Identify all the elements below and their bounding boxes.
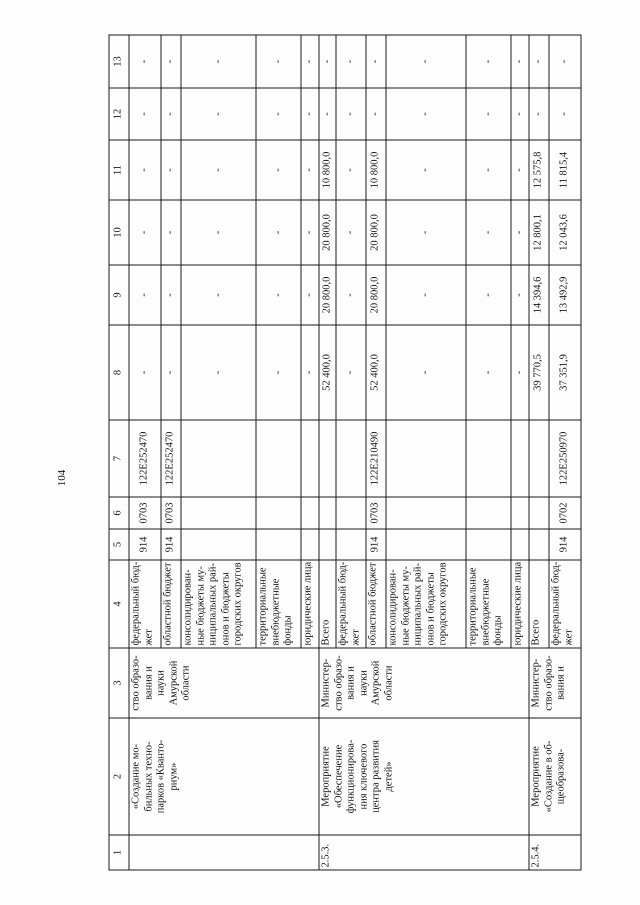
- executor-cell: Министер- ство образо- вания и науки Амурской области: [319, 648, 529, 718]
- code-cell: [529, 497, 549, 529]
- code-cell: 0703: [161, 497, 181, 529]
- amount-cell: 10 800,0: [366, 140, 386, 200]
- code-cell: 914: [366, 529, 386, 560]
- rotated-table-container: [108, 35, 580, 870]
- code-cell: 0703: [366, 497, 386, 529]
- column-number-13: 13: [109, 35, 129, 88]
- code-cell: [529, 529, 549, 560]
- amount-cell: -: [511, 140, 529, 200]
- column-number-4: 4: [109, 560, 129, 648]
- amount-cell: -: [386, 35, 466, 88]
- code-cell: 914: [161, 529, 181, 560]
- amount-cell: 20 800,0: [319, 200, 336, 265]
- code-cell: [181, 420, 256, 497]
- amount-cell: -: [181, 200, 256, 265]
- code-cell: 122E252470: [129, 420, 161, 497]
- item-number-cell: [129, 835, 319, 870]
- code-cell: [336, 420, 366, 497]
- code-cell: 0703: [129, 497, 161, 529]
- amount-cell: -: [181, 265, 256, 325]
- code-cell: 122E252470: [161, 420, 181, 497]
- amount-cell: -: [301, 35, 319, 88]
- amount-cell: -: [466, 325, 511, 420]
- column-number-1: 1: [109, 835, 129, 870]
- column-number-8: 8: [109, 325, 129, 420]
- funding-source-cell: федеральный бюд- жет: [336, 560, 366, 648]
- amount-cell: -: [386, 325, 466, 420]
- amount-cell: -: [511, 88, 529, 140]
- column-number-10: 10: [109, 200, 129, 265]
- item-name-cell: Мероприятие «Обеспечение функционирова- ния ключевого центра развития детей»: [319, 718, 529, 835]
- code-cell: [256, 420, 301, 497]
- amount-cell: -: [301, 140, 319, 200]
- amount-cell: -: [336, 88, 366, 140]
- amount-cell: -: [511, 200, 529, 265]
- executor-cell: ство образо- вания и науки Амурской области: [129, 648, 319, 718]
- amount-cell: 12 575,8: [529, 140, 549, 200]
- amount-cell: -: [161, 200, 181, 265]
- amount-cell: -: [181, 325, 256, 420]
- code-cell: 0702: [549, 497, 581, 529]
- amount-cell: -: [529, 35, 549, 88]
- amount-cell: -: [529, 88, 549, 140]
- code-cell: 122E210490: [366, 420, 386, 497]
- column-number-2: 2: [109, 718, 129, 835]
- column-number-6: 6: [109, 497, 129, 529]
- amount-cell: 39 770,5: [529, 325, 549, 420]
- code-cell: 914: [129, 529, 161, 560]
- table-body: [129, 35, 581, 870]
- amount-cell: -: [129, 88, 161, 140]
- amount-cell: 20 800,0: [366, 265, 386, 325]
- amount-cell: 14 394,6: [529, 265, 549, 325]
- funding-source-cell: Всего: [319, 560, 336, 648]
- funding-source-cell: консолидирован- ные бюджеты му- ниципальных рай- онов и бюджеты городских округов: [386, 560, 466, 648]
- amount-cell: -: [256, 325, 301, 420]
- amount-cell: -: [336, 200, 366, 265]
- amount-cell: -: [129, 265, 161, 325]
- code-cell: [319, 497, 336, 529]
- code-cell: [466, 529, 511, 560]
- code-cell: 122E250970: [549, 420, 581, 497]
- amount-cell: -: [301, 265, 319, 325]
- item-name-cell: «Создание мо- бильных техно- парков «Кванто- риум»: [129, 718, 319, 835]
- code-cell: [301, 420, 319, 497]
- funding-source-cell: областной бюджет: [366, 560, 386, 648]
- amount-cell: 52 400,0: [319, 325, 336, 420]
- amount-cell: -: [129, 140, 161, 200]
- column-number-12: 12: [109, 88, 129, 140]
- page-number: 104: [56, 469, 68, 487]
- amount-cell: -: [129, 200, 161, 265]
- code-cell: [336, 497, 366, 529]
- code-cell: [511, 420, 529, 497]
- code-cell: [301, 497, 319, 529]
- amount-cell: -: [336, 325, 366, 420]
- funding-source-cell: консолидирован- ные бюджеты му- ниципальных рай- онов и бюджеты городских округов: [181, 560, 256, 648]
- code-cell: [386, 420, 466, 497]
- amount-cell: 37 351,9: [549, 325, 581, 420]
- code-cell: [256, 529, 301, 560]
- amount-cell: -: [466, 200, 511, 265]
- amount-cell: -: [336, 140, 366, 200]
- funding-table: [108, 34, 581, 870]
- amount-cell: -: [161, 88, 181, 140]
- column-number-11: 11: [109, 140, 129, 200]
- amount-cell: -: [256, 265, 301, 325]
- amount-cell: -: [366, 88, 386, 140]
- amount-cell: -: [336, 35, 366, 88]
- code-cell: [386, 497, 466, 529]
- amount-cell: -: [319, 88, 336, 140]
- amount-cell: 20 800,0: [366, 200, 386, 265]
- amount-cell: -: [301, 325, 319, 420]
- amount-cell: -: [511, 325, 529, 420]
- code-cell: [301, 529, 319, 560]
- item-name-cell: Мероприятие «Создание в об- щеобразова-: [529, 718, 581, 835]
- code-cell: [511, 529, 529, 560]
- amount-cell: -: [466, 140, 511, 200]
- code-cell: 914: [549, 529, 581, 560]
- column-number-3: 3: [109, 648, 129, 718]
- amount-cell: -: [386, 265, 466, 325]
- amount-cell: 13 492,9: [549, 265, 581, 325]
- amount-cell: -: [366, 35, 386, 88]
- amount-cell: -: [256, 35, 301, 88]
- amount-cell: -: [301, 88, 319, 140]
- table-row: [529, 35, 549, 870]
- funding-source-cell: территориальные внебюджетные фонды: [256, 560, 301, 648]
- amount-cell: -: [386, 200, 466, 265]
- amount-cell: -: [301, 200, 319, 265]
- amount-cell: -: [256, 88, 301, 140]
- amount-cell: 10 800,0: [319, 140, 336, 200]
- amount-cell: -: [129, 35, 161, 88]
- column-number-9: 9: [109, 265, 129, 325]
- funding-source-cell: областной бюджет: [161, 560, 181, 648]
- amount-cell: -: [181, 88, 256, 140]
- code-cell: [466, 420, 511, 497]
- amount-cell: -: [511, 265, 529, 325]
- executor-cell: Министер- ство образо- вания и: [529, 648, 581, 718]
- funding-source-cell: федеральный бюд- жет: [129, 560, 161, 648]
- code-cell: [181, 529, 256, 560]
- funding-source-cell: Всего: [529, 560, 549, 648]
- table-row: [129, 35, 161, 870]
- amount-cell: -: [466, 88, 511, 140]
- amount-cell: -: [256, 200, 301, 265]
- code-cell: [529, 420, 549, 497]
- funding-source-cell: федеральный бюд- жет: [549, 560, 581, 648]
- amount-cell: -: [549, 35, 581, 88]
- amount-cell: -: [129, 325, 161, 420]
- amount-cell: -: [549, 88, 581, 140]
- amount-cell: 12 043,6: [549, 200, 581, 265]
- amount-cell: 12 800,1: [529, 200, 549, 265]
- amount-cell: -: [161, 140, 181, 200]
- code-cell: [511, 497, 529, 529]
- amount-cell: 52 400,0: [366, 325, 386, 420]
- funding-source-cell: юридические лица: [301, 560, 319, 648]
- amount-cell: 20 800,0: [319, 265, 336, 325]
- code-cell: [386, 529, 466, 560]
- amount-cell: -: [386, 140, 466, 200]
- code-cell: [319, 420, 336, 497]
- amount-cell: -: [161, 35, 181, 88]
- funding-source-cell: юридические лица: [511, 560, 529, 648]
- item-number-cell: 2.5.4.: [529, 835, 581, 870]
- code-cell: [181, 497, 256, 529]
- amount-cell: -: [256, 140, 301, 200]
- amount-cell: -: [466, 35, 511, 88]
- column-number-7: 7: [109, 420, 129, 497]
- table-row: [319, 35, 336, 870]
- header-row: [109, 35, 129, 870]
- funding-source-cell: территориальные внебюджетные фонды: [466, 560, 511, 648]
- code-cell: [319, 529, 336, 560]
- amount-cell: -: [181, 140, 256, 200]
- amount-cell: -: [161, 265, 181, 325]
- code-cell: [336, 529, 366, 560]
- amount-cell: -: [319, 35, 336, 88]
- amount-cell: -: [511, 35, 529, 88]
- code-cell: [256, 497, 301, 529]
- amount-cell: -: [181, 35, 256, 88]
- table-header: [109, 35, 129, 870]
- amount-cell: -: [336, 265, 366, 325]
- column-number-5: 5: [109, 529, 129, 560]
- amount-cell: -: [466, 265, 511, 325]
- amount-cell: -: [386, 88, 466, 140]
- code-cell: [466, 497, 511, 529]
- item-number-cell: 2.5.3.: [319, 835, 529, 870]
- amount-cell: -: [161, 325, 181, 420]
- amount-cell: 11 815,4: [549, 140, 581, 200]
